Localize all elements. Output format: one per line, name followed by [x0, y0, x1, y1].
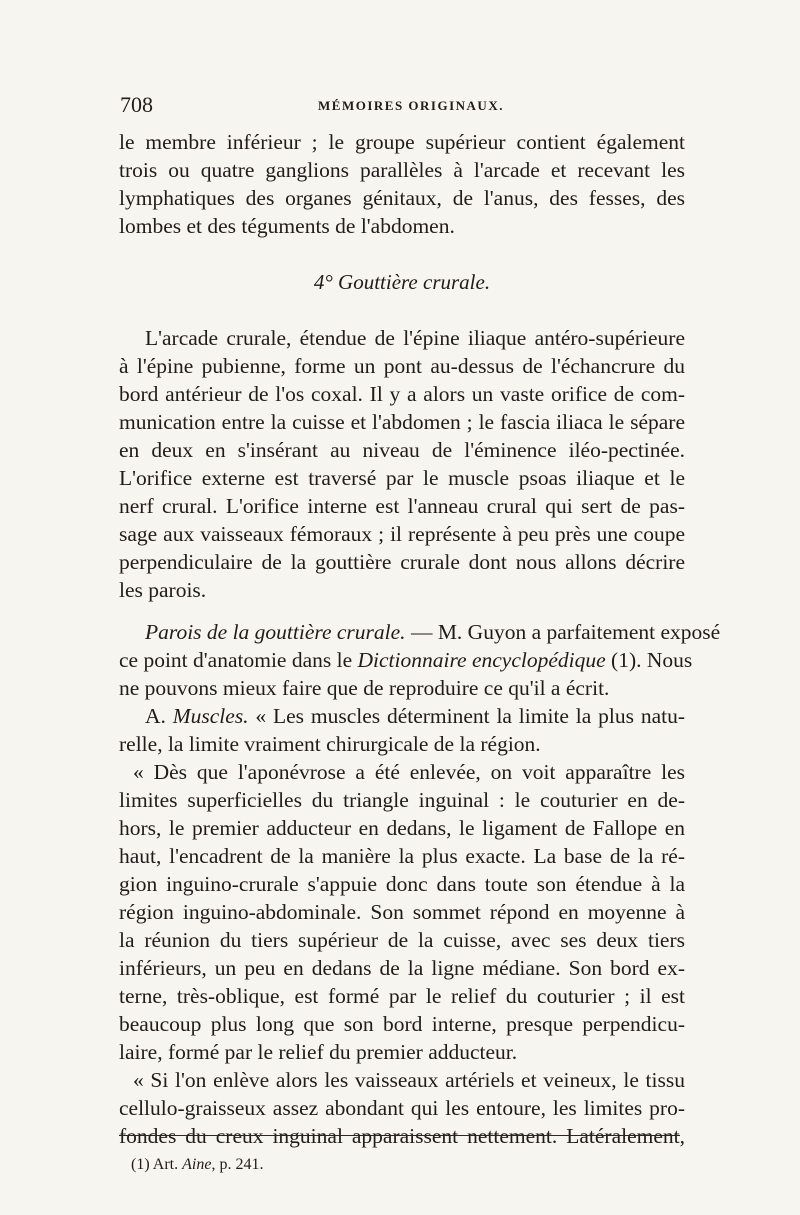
- text-line: trois ou quatre ganglions parallèles à l'arcade et recevant les: [119, 158, 685, 182]
- text-line: hors, le premier adducteur en dedans, le ligament de Fallope en: [119, 816, 685, 840]
- text-line: les parois.: [119, 578, 207, 602]
- page-header: [0, 92, 800, 120]
- text-run: « Les muscles déterminent la limite la plus natu-: [248, 704, 685, 728]
- page-number: 708: [120, 92, 153, 117]
- text-line: laire, formé par le relief du premier adducteur.: [119, 1040, 518, 1064]
- text-run: A.: [145, 704, 173, 728]
- text-line: la réunion du tiers supérieur de la cuisse, avec ses deux tiers: [119, 928, 685, 952]
- text-line: haut, l'encadrent de la manière la plus exacte. La base de la ré-: [119, 844, 685, 868]
- spacer: [119, 604, 685, 618]
- text-line: gion inguino-crurale s'appuie donc dans toute son étendue à la: [119, 872, 685, 896]
- text-line: perpendiculaire de la gouttière crurale dont nous allons décrire: [119, 550, 685, 574]
- paragraph-lymphatics: [119, 128, 685, 240]
- paragraph-quote-triangle: [119, 758, 685, 1066]
- spacer: [119, 240, 685, 268]
- text-run: — M. Guyon a parfaitement exposé: [405, 620, 721, 644]
- text-line: terne, très-oblique, est formé par le relief du couturier ; il est: [119, 984, 685, 1008]
- paragraph-muscles: [119, 702, 685, 758]
- italic-subheading: Parois de la gouttière crurale.: [145, 620, 406, 644]
- text-line: L'orifice externe est traversé par le muscle psoas iliaque et le: [119, 466, 685, 490]
- running-head: MÉMOIRES ORIGINAUX.: [318, 98, 504, 113]
- footnote-marker: (1) Art.: [131, 1156, 183, 1173]
- text-line: nerf crural. L'orifice interne est l'anneau crural qui sert de pas-: [119, 494, 685, 518]
- text-line: L'arcade crurale, étendue de l'épine iliaque antéro-supérieure: [145, 326, 685, 350]
- text-line: munication entre la cuisse et l'abdomen ; le fascia iliaca le sépare: [119, 410, 685, 434]
- footnote-italic: Aine: [182, 1156, 212, 1173]
- text-line: fondes du creux inguinal apparaissent nettement. Latéralement,: [119, 1124, 685, 1148]
- text-line: en deux en s'insérant au niveau de l'éminence iléo-pectinée.: [119, 438, 685, 462]
- text-line: sage aux vaisseaux fémoraux ; il représente à peu près une coupe: [119, 522, 685, 546]
- text-run: (1). Nous: [605, 648, 693, 672]
- text-line: beaucoup plus long que son bord interne, presque perpendicu-: [119, 1012, 685, 1036]
- text-line: le membre inférieur ; le groupe supérieur contient également: [119, 130, 685, 154]
- text-line: « Si l'on enlève alors les vaisseaux artériels et veineux, le tissu: [133, 1068, 685, 1092]
- text-line: ne pouvons mieux faire que de reproduire ce qu'il a écrit.: [119, 676, 610, 700]
- paragraph-quote-vessels: [119, 1066, 685, 1150]
- paragraph-arcade-crurale: [119, 324, 685, 604]
- text-line: bord antérieur de l'os coxal. Il y a alors un vaste orifice de com-: [119, 382, 685, 406]
- spacer: [119, 296, 685, 324]
- text-line: relle, la limite vraiment chirurgicale de la région.: [119, 732, 541, 756]
- footnote-divider: [119, 1135, 680, 1136]
- text-line: lombes et des téguments de l'abdomen.: [119, 214, 455, 238]
- text-run: ce point d'anatomie dans le: [119, 648, 358, 672]
- section-title: 4° Gouttière crurale.: [313, 270, 491, 294]
- text-line: [119, 618, 721, 646]
- italic-subheading: Muscles.: [172, 704, 249, 728]
- text-line: à l'épine pubienne, forme un pont au-dessus de l'échancrure du: [119, 354, 685, 378]
- text-line: « Dès que l'aponévrose a été enlevée, on voit apparaître les: [133, 760, 685, 784]
- text-line: lymphatiques des organes génitaux, de l'anus, des fesses, des: [119, 186, 685, 210]
- text-line: [119, 646, 693, 674]
- text-line: inférieurs, un peu en dedans de la ligne médiane. Son bord ex-: [119, 956, 685, 980]
- paragraph-parois: [119, 618, 721, 702]
- footnote: [131, 1156, 263, 1174]
- footnote-text: , p. 241.: [211, 1156, 264, 1173]
- text-line: région inguino-abdominale. Son sommet répond en moyenne à: [119, 900, 685, 924]
- italic-reference-title: Dictionnaire encyclopédique: [357, 648, 606, 672]
- text-line: cellulo-graisseux assez abondant qui les entoure, les limites pro-: [119, 1096, 685, 1120]
- text-line: [119, 702, 685, 730]
- text-line: limites superficielles du triangle inguinal : le couturier en de-: [119, 788, 685, 812]
- page-body: [119, 128, 721, 1150]
